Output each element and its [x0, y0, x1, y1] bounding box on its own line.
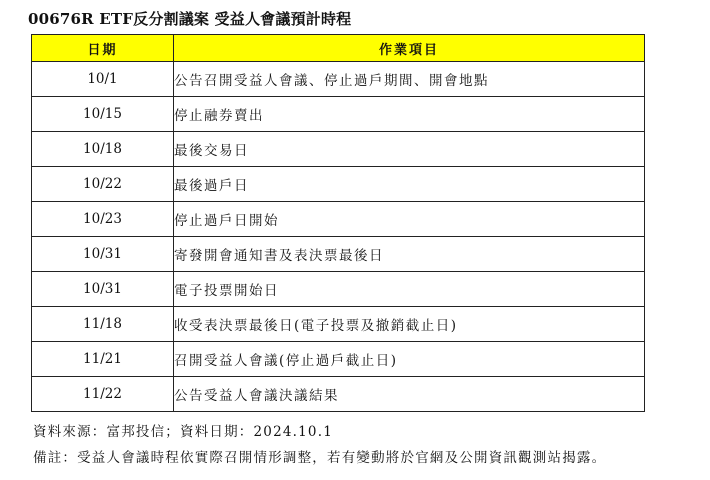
row-item: 公告召開受益人會議、停止過戶期間、開會地點 [174, 62, 645, 97]
table-row [32, 62, 645, 97]
row-date: 10/1 [32, 62, 174, 97]
remark-note: 備註：受益人會議時程依實際召開情形調整，若有變動將於官網及公開資訊觀測站揭露。 [33, 450, 607, 466]
table-body [32, 62, 645, 412]
row-item: 寄發開會通知書及表決票最後日 [174, 237, 645, 272]
page-title: 00676R ETF反分割議案 受益人會議預計時程 [28, 10, 352, 28]
row-date: 11/21 [32, 342, 174, 377]
row-date: 10/22 [32, 167, 174, 202]
row-item: 公告受益人會議決議結果 [174, 377, 645, 412]
table-row [32, 342, 645, 377]
table-row [32, 307, 645, 342]
header-date: 日期 [32, 35, 174, 62]
row-item: 收受表決票最後日(電子投票及撤銷截止日) [174, 307, 645, 342]
header-item: 作業項目 [174, 35, 645, 62]
table-row [32, 132, 645, 167]
table-row [32, 272, 645, 307]
row-date: 10/31 [32, 237, 174, 272]
table-row [32, 202, 645, 237]
row-item: 電子投票開始日 [174, 272, 645, 307]
table-row [32, 377, 645, 412]
row-date: 11/22 [32, 377, 174, 412]
row-date: 10/23 [32, 202, 174, 237]
row-date: 11/18 [32, 307, 174, 342]
table-row [32, 97, 645, 132]
table-row [32, 167, 645, 202]
row-item: 最後交易日 [174, 132, 645, 167]
table-header-row [32, 35, 645, 62]
row-date: 10/31 [32, 272, 174, 307]
row-item: 最後過戶日 [174, 167, 645, 202]
schedule-table [31, 34, 645, 412]
row-date: 10/18 [32, 132, 174, 167]
row-item: 停止融券賣出 [174, 97, 645, 132]
row-date: 10/15 [32, 97, 174, 132]
row-item: 停止過戶日開始 [174, 202, 645, 237]
source-note: 資料來源：富邦投信；資料日期：2024.10.1 [33, 424, 334, 440]
table-row [32, 237, 645, 272]
row-item: 召開受益人會議(停止過戶截止日) [174, 342, 645, 377]
